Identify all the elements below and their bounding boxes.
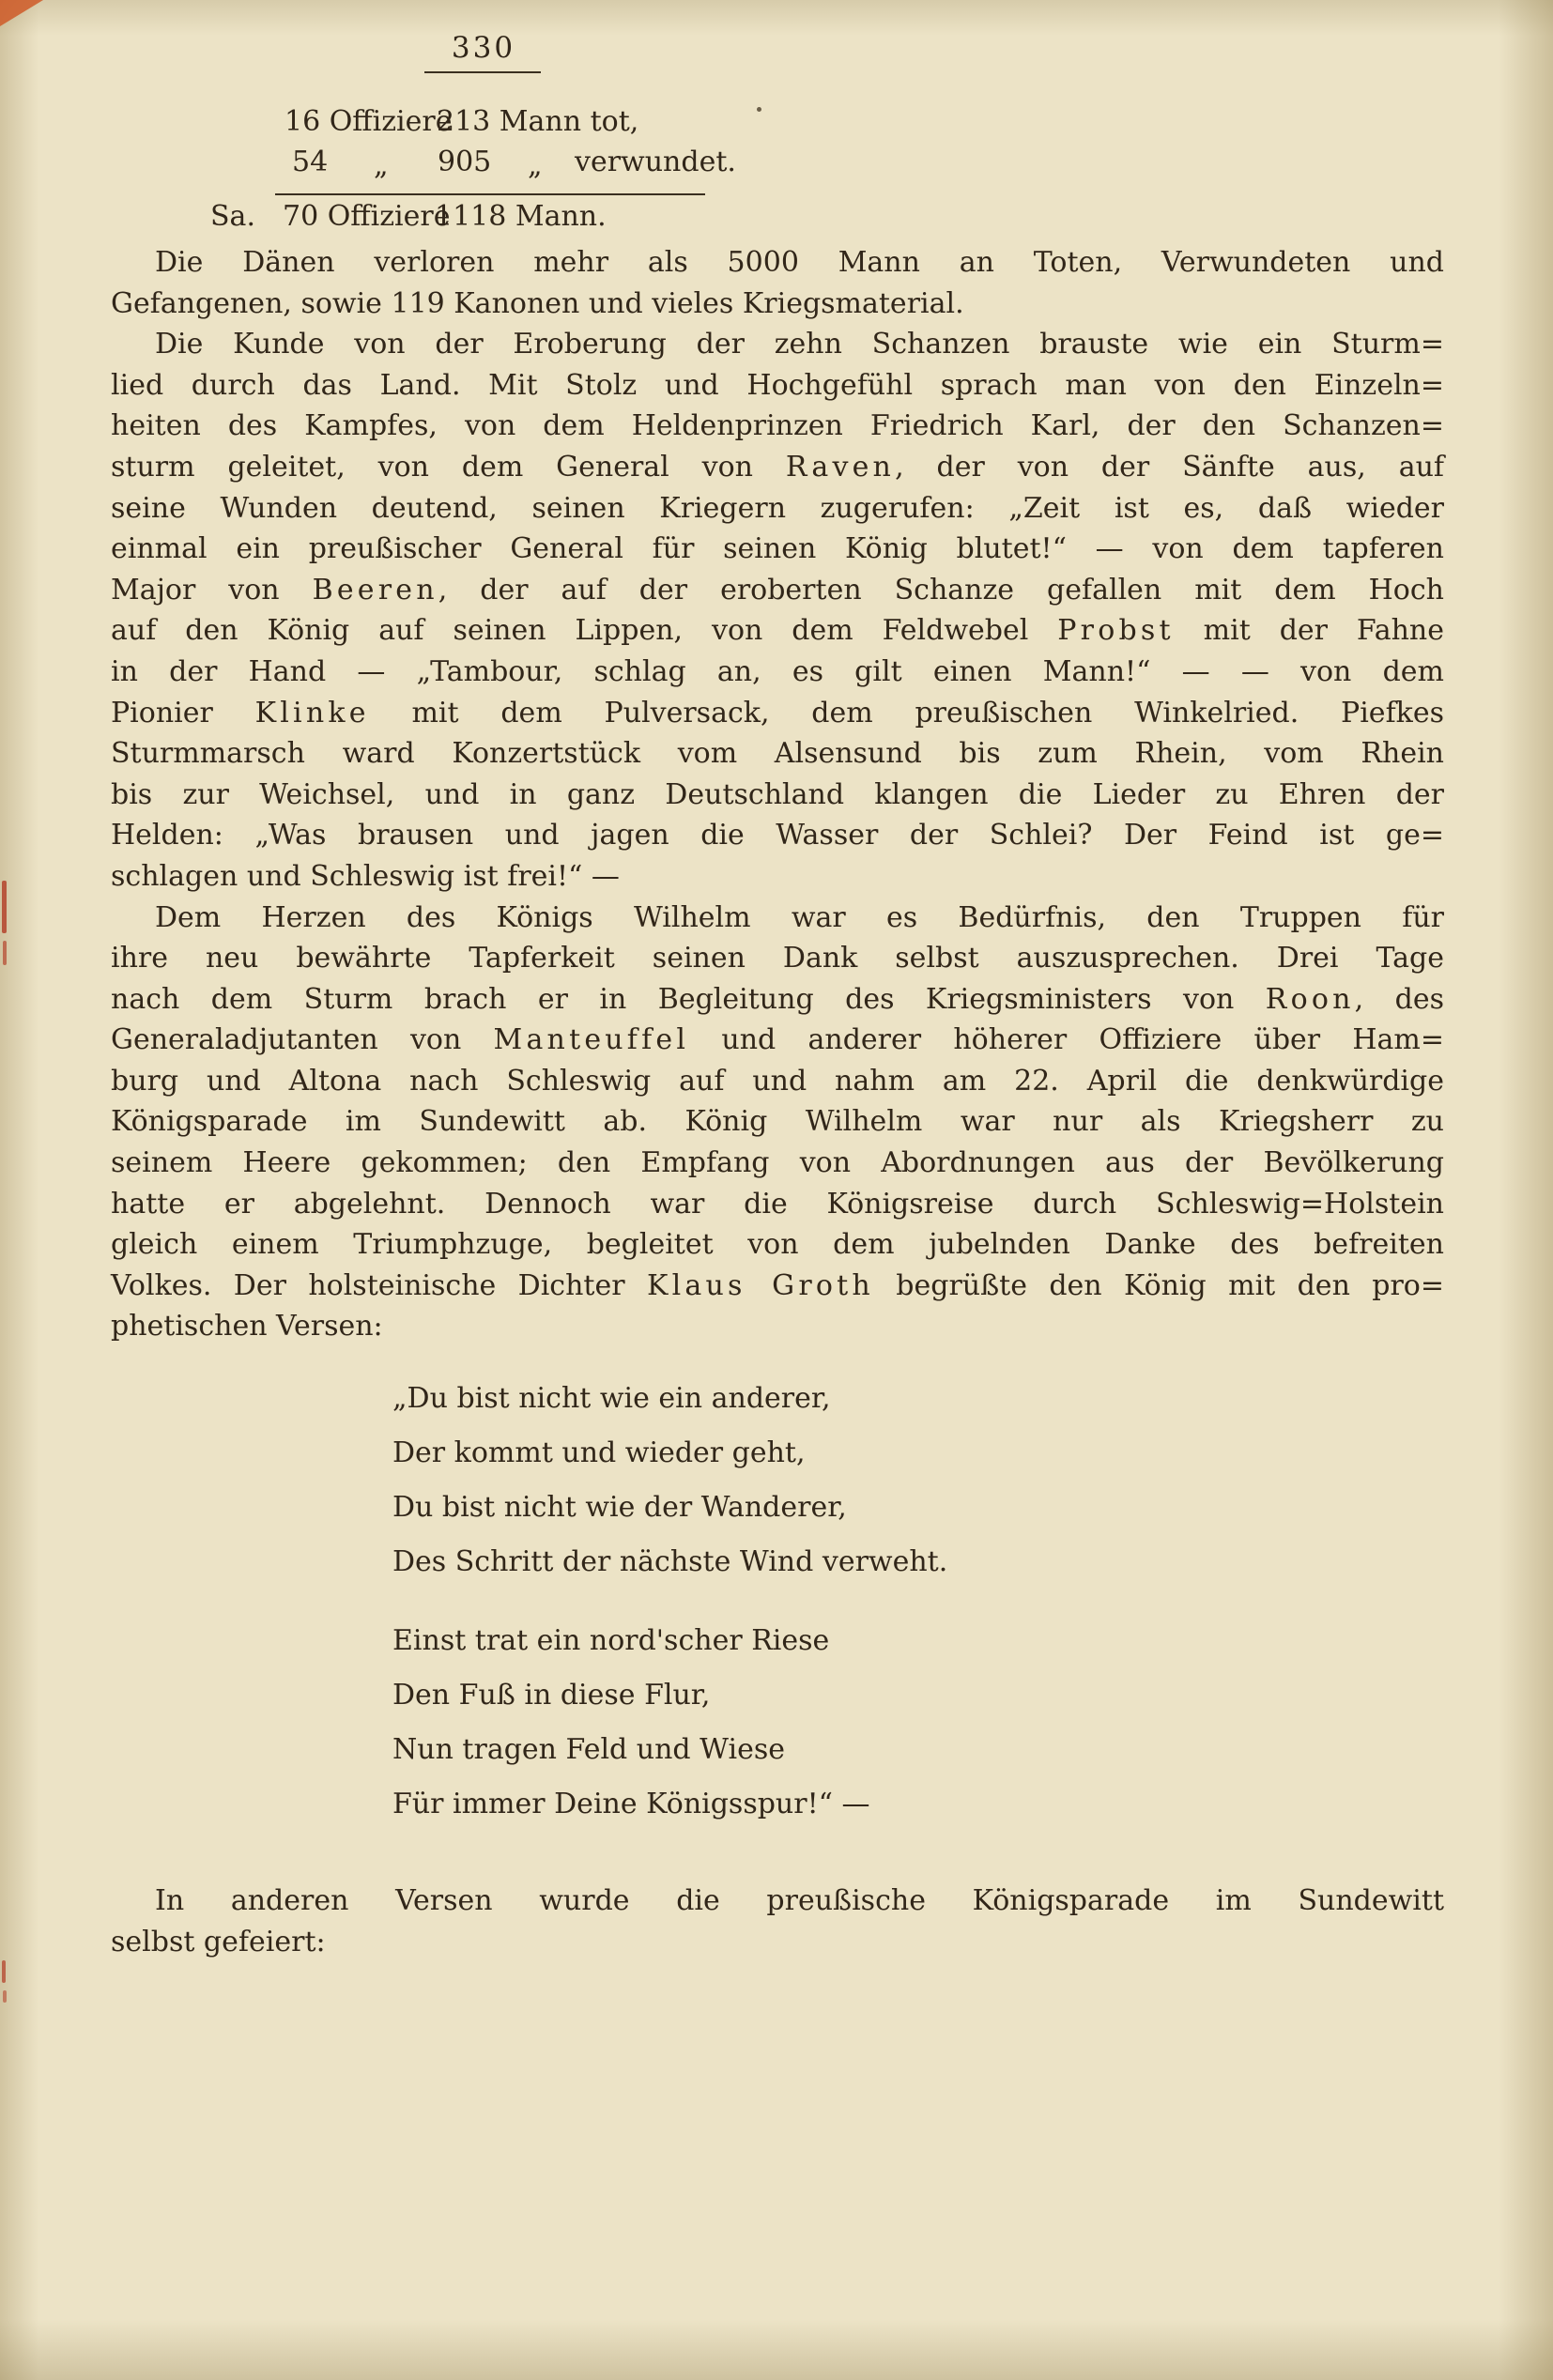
spaced-name: Klinke — [254, 696, 370, 729]
table-sum-rule — [275, 193, 705, 195]
text-line: selbst gefeiert: — [111, 1925, 326, 1958]
table-total-label: Sa. — [210, 200, 255, 233]
poem-stanza-1 — [392, 1372, 1444, 1589]
text-line: Nun tragen Feld und Wiese — [392, 1733, 785, 1767]
spaced-name: Raven — [785, 450, 896, 484]
text-line: In anderen Versen wurde die preußische Königsparade im Sundewitt — [155, 1884, 1444, 1918]
text-line: lied durch das Land. Mit Stolz und Hochgefühl sprach man von den Einzeln= — [111, 368, 1444, 402]
table-total-officers: 70 Offiziere — [283, 200, 451, 233]
text-line: Einst trat ein nord'scher Riese — [392, 1624, 830, 1658]
scan-artifact-left-edge — [2, 1960, 6, 1983]
paragraph-kings-parade — [111, 898, 1444, 1348]
text-line: phetischen Versen: — [111, 1310, 383, 1344]
scan-artifact-left-edge — [3, 1990, 7, 2003]
table-cell-officers-dead: 16 Offiziere — [284, 105, 453, 138]
text-line: sturm geleitet, von dem General von Raven, der von der Sänfte aus, auf — [111, 450, 1444, 484]
text-line: Volkes. Der holsteinische Dichter Klaus Groth begrüßte den König mit den pro= — [111, 1268, 1445, 1302]
text-line: nach dem Sturm brach er in Begleitung des Kriegsministers von Roon, des — [111, 982, 1444, 1016]
text-line: seine Wunden deutend, seinen Kriegern zugerufen: „Zeit ist es, daß wieder — [111, 491, 1444, 525]
text-line: Der kommt und wieder geht, — [392, 1436, 806, 1470]
spaced-name: Probst — [1057, 614, 1175, 648]
text-line: hatte er abgelehnt. Dennoch war die Königsreise durch Schleswig=Holstein — [111, 1187, 1444, 1221]
text-line: auf den König auf seinen Lippen, von dem Feldwebel Probst mit der Fahne — [111, 614, 1444, 648]
ditto-mark: „ — [528, 149, 543, 182]
poem-klaus-groth — [392, 1372, 1444, 1832]
page-number: 330 — [451, 31, 516, 65]
text-line: Major von Beeren, der auf der eroberten Schanze gefallen mit dem Hoch — [111, 573, 1444, 607]
text-line: Die Kunde von der Eroberung der zehn Schanzen brauste wie ein Sturm= — [155, 328, 1444, 361]
scan-artifact-left-edge — [2, 881, 7, 933]
text-line: Pionier Klinke mit dem Pulversack, dem preußischen Winkelried. Piefkes — [111, 696, 1444, 729]
table-cell-men-wounded: 905 — [438, 146, 492, 178]
text-line: gleich einem Triumphzuge, begleitet von dem jubelnden Danke des befreiten — [111, 1228, 1444, 1262]
scan-artifact-corner — [0, 0, 43, 26]
text-line: Gefangenen, sowie 119 Kanonen und vieles Kriegsmaterial. — [111, 286, 964, 320]
text-line: Des Schritt der nächste Wind verweht. — [392, 1545, 948, 1579]
text-line: Helden: „Was brausen und jagen die Wasser der Schlei? Der Feind ist ge= — [111, 819, 1444, 852]
text-block — [111, 105, 1444, 1962]
text-line: ihre neu bewährte Tapferkeit seinen Dank selbst auszusprechen. Drei Tage — [111, 942, 1444, 975]
ditto-mark: „ — [374, 149, 389, 182]
spaced-name: Manteuffel — [493, 1023, 690, 1057]
text-line: in der Hand — „Tambour, schlag an, es gilt einen Mann!“ — — von dem — [111, 654, 1444, 688]
text-line: Königsparade im Sundewitt ab. König Wilhelm war nur als Kriegsherr zu — [111, 1105, 1444, 1139]
text-line: Sturmmarsch ward Konzertstück vom Alsensund bis zum Rhein, vom Rhein — [111, 737, 1444, 771]
paragraph-closing — [111, 1881, 1444, 1962]
text-line: „Du bist nicht wie ein anderer, — [392, 1382, 831, 1416]
poem-stanza-2 — [392, 1614, 1444, 1832]
text-line: schlagen und Schleswig ist frei!“ — — [111, 859, 620, 893]
table-total-men: 1118 Mann. — [435, 200, 607, 233]
table-cell-men-dead: 213 Mann tot, — [437, 105, 639, 138]
text-line: bis zur Weichsel, und in ganz Deutschland klangen die Lieder zu Ehren der — [111, 777, 1444, 811]
page-number-rule — [424, 71, 541, 73]
text-line: burg und Altona nach Schleswig auf und nahm am 22. April die denkwürdige — [111, 1064, 1444, 1098]
text-line: Du bist nicht wie der Wanderer, — [392, 1491, 847, 1525]
table-cell-officers-wounded: 54 — [292, 146, 329, 178]
casualty-table — [111, 105, 1444, 242]
spaced-name: Beeren — [312, 573, 438, 607]
table-cell-status-wounded: verwundet. — [575, 146, 736, 178]
text-line: Dem Herzen des Königs Wilhelm war es Bedürfnis, den Truppen für — [155, 900, 1444, 934]
text-line: Die Dänen verloren mehr als 5000 Mann an Toten, Verwundeten und — [155, 246, 1444, 279]
spaced-name: Roon — [1265, 982, 1355, 1016]
scan-artifact-left-edge — [3, 941, 7, 965]
spaced-name: Klaus Groth — [646, 1268, 874, 1302]
text-line: Generaladjutanten von Manteuffel und anderer höherer Offiziere über Ham= — [111, 1023, 1444, 1057]
paragraph-storm-news — [111, 324, 1444, 897]
text-line: Den Fuß in diese Flur, — [392, 1679, 711, 1712]
paragraph-danish-losses — [111, 242, 1444, 324]
text-line: seinem Heere gekommen; den Empfang von Abordnungen aus der Bevölkerung — [111, 1146, 1444, 1180]
text-line: Für immer Deine Königsspur!“ — — [392, 1788, 870, 1821]
text-line: einmal ein preußischer General für seinen König blutet!“ — von dem tapferen — [111, 532, 1444, 566]
text-line: heiten des Kampfes, von dem Heldenprinzen Friedrich Karl, der den Schanzen= — [111, 409, 1444, 443]
